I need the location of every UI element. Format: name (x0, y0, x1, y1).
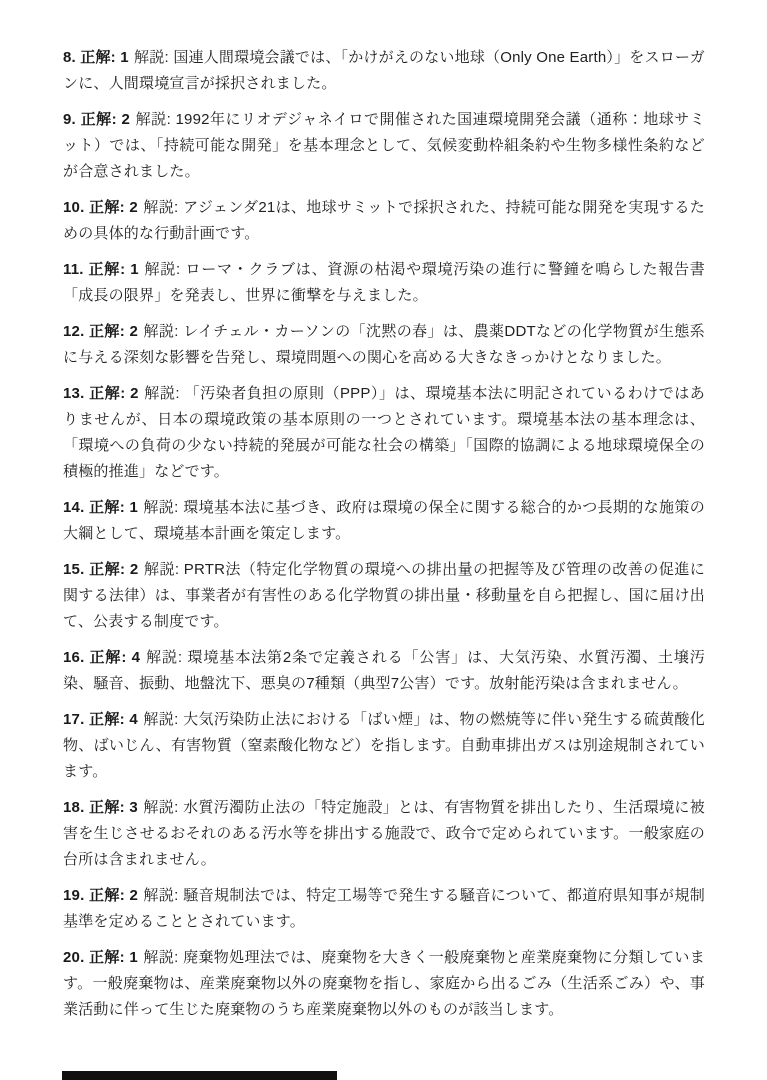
explanation-label-17: 解説: (143, 711, 179, 728)
answer-number-10: 10. 正解: 2 (63, 199, 138, 216)
answer-number-9: 9. 正解: 2 (63, 111, 131, 128)
answer-item-14 (63, 495, 705, 547)
answer-number-17: 17. 正解: 4 (63, 711, 138, 728)
answer-item-10 (63, 195, 705, 247)
explanation-text-8: 国連人間環境会議では、「かけがえのない地球（Only One Earth）」をスローガンに、人間環境宣言が採択されました。 (63, 49, 706, 92)
explanation-label-20: 解説: (143, 949, 179, 966)
answer-item-11 (63, 257, 705, 309)
explanation-text-16: 環境基本法第2条で定義される「公害」は、大気汚染、水質汚濁、土壌汚染、騒音、振動、地盤沈下、悪臭の7種類（典型7公害）です。放射能汚染は含まれません。 (63, 649, 705, 692)
answer-number-19: 19. 正解: 2 (63, 887, 138, 904)
bottom-black-bar (62, 1071, 337, 1080)
answer-item-13 (63, 381, 705, 485)
explanation-text-19: 騒音規制法では、特定工場等で発生する騒音について、都道府県知事が規制基準を定めることとされています。 (63, 887, 705, 930)
explanation-text-13: 「汚染者負担の原則（PPP）」は、環境基本法に明記されているわけではありませんが、日本の環境政策の基本原則の一つとされています。環境基本法の基本理念は、「環境への負荷の少ない持続的発展が可能な社会の構築」「国際的協調による地球環境保全の積極的推進」などです。 (63, 385, 705, 480)
explanation-text-10: アジェンダ21は、地球サミットで採択された、持続可能な開発を実現するための具体的な行動計画です。 (63, 199, 705, 242)
answer-item-18 (63, 795, 705, 873)
answer-item-8 (63, 45, 705, 97)
answer-number-15: 15. 正解: 2 (63, 561, 139, 578)
answer-number-16: 16. 正解: 4 (63, 649, 141, 666)
explanation-text-9: 1992年にリオデジャネイロで開催された国連環境開発会議（通称：地球サミット）では、「持続可能な開発」を基本理念として、気候変動枠組条約や生物多様性条約などが合意されました。 (63, 111, 705, 180)
answer-item-12 (63, 319, 705, 371)
answer-number-18: 18. 正解: 3 (63, 799, 138, 816)
explanation-text-12: レイチェル・カーソンの「沈黙の春」は、農薬DDTなどの化学物質が生態系に与える深刻な影響を告発し、環境問題への関心を高める大きなきっかけとなりました。 (63, 323, 706, 366)
explanation-text-17: 大気汚染防止法における「ばい煙」は、物の燃焼等に伴い発生する硫黄酸化物、ばいじん、有害物質（窒素酸化物など）を指します。自動車排出ガスは別途規制されています。 (63, 711, 705, 780)
explanation-label-16: 解説: (145, 649, 183, 666)
explanation-label-18: 解説: (143, 799, 179, 816)
explanation-text-20: 廃棄物処理法では、廃棄物を大きく一般廃棄物と産業廃棄物に分類しています。一般廃棄物は、産業廃棄物以外の廃棄物を指し、家庭から出るごみ（生活系ごみ）や、事業活動に伴って生じた廃棄物のうち産業廃棄物以外のものが該当します。 (63, 949, 705, 1018)
answer-item-19 (63, 883, 705, 935)
answer-explanation-document (63, 45, 705, 1033)
explanation-label-12: 解説: (143, 323, 179, 340)
answer-number-8: 8. 正解: 1 (63, 49, 129, 66)
explanation-label-9: 解説: (135, 111, 171, 128)
answer-number-13: 13. 正解: 2 (63, 385, 139, 402)
answer-number-12: 12. 正解: 2 (63, 323, 139, 340)
explanation-text-15: PRTR法（特定化学物質の環境への排出量の把握等及び管理の改善の促進に関する法律）は、事業者が有害性のある化学物質の排出量・移動量を自ら把握し、国に届け出て、公表する制度です。 (63, 561, 705, 630)
explanation-label-10: 解説: (143, 199, 179, 216)
explanation-text-11: ローマ・クラブは、資源の枯渇や環境汚染の進行に警鐘を鳴らした報告書「成長の限界」を発表し、世界に衝撃を与えました。 (63, 261, 705, 304)
explanation-text-14: 環境基本法に基づき、政府は環境の保全に関する総合的かつ長期的な施策の大綱として、環境基本計画を策定します。 (63, 499, 705, 542)
explanation-label-14: 解説: (143, 499, 179, 516)
answer-number-14: 14. 正解: 1 (63, 499, 138, 516)
explanation-label-13: 解説: (143, 385, 180, 402)
answer-item-9 (63, 107, 705, 185)
answer-number-11: 11. 正解: 1 (63, 261, 139, 278)
answer-item-17 (63, 707, 705, 785)
explanation-label-15: 解説: (143, 561, 180, 578)
answer-item-15 (63, 557, 705, 635)
answer-item-16 (63, 645, 705, 697)
explanation-text-18: 水質汚濁防止法の「特定施設」とは、有害物質を排出したり、生活環境に被害を生じさせるおそれのある汚水等を排出する施設で、政令で定められています。一般家庭の台所は含まれません。 (63, 799, 705, 868)
explanation-label-11: 解説: (143, 261, 181, 278)
answer-number-20: 20. 正解: 1 (63, 949, 138, 966)
explanation-label-19: 解説: (143, 887, 179, 904)
explanation-label-8: 解説: (134, 49, 169, 66)
answer-item-20 (63, 945, 705, 1023)
